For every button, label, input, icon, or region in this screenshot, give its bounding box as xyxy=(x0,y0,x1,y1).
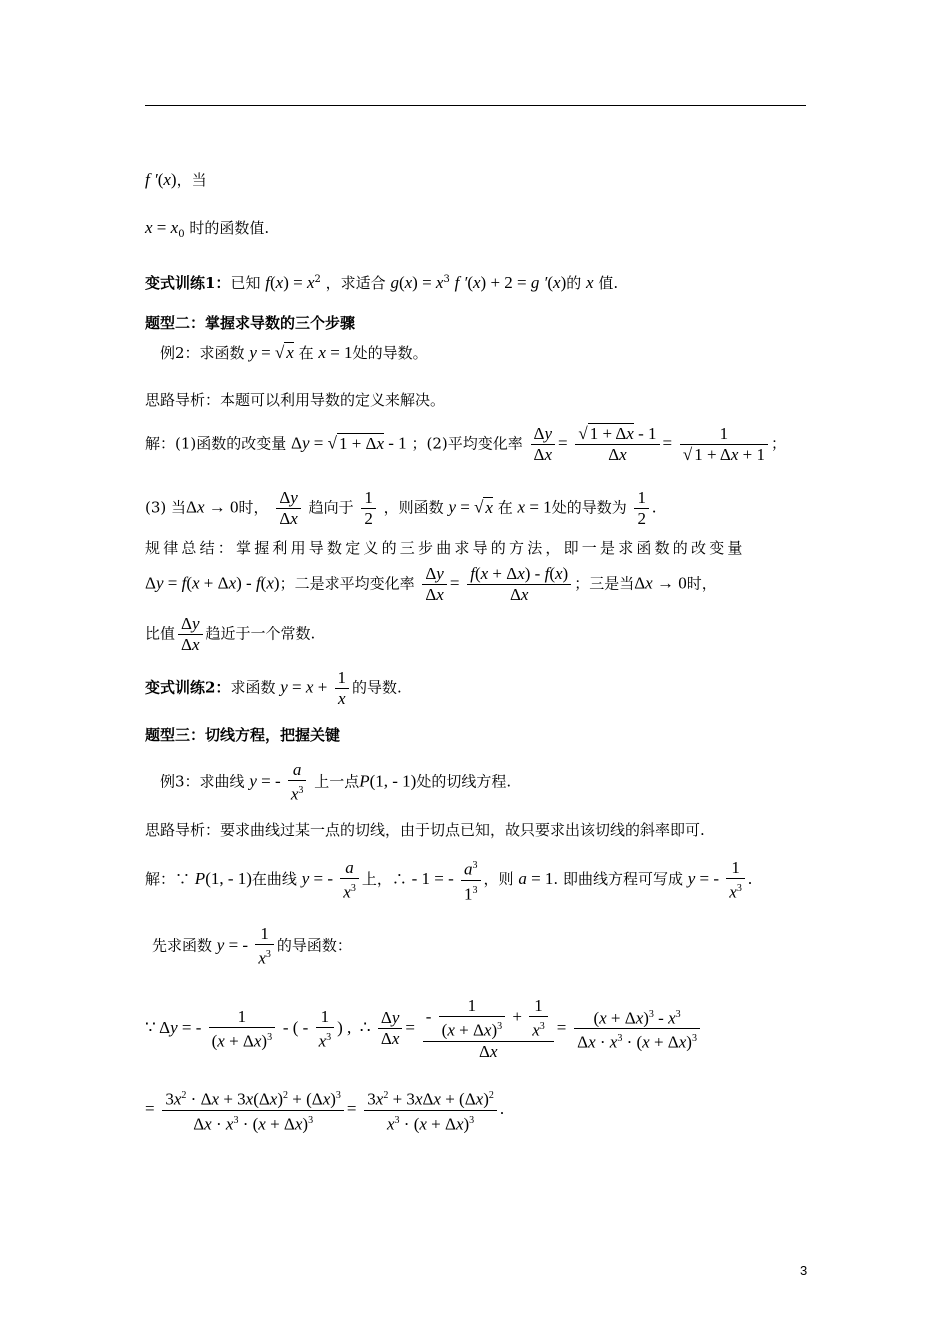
section-2-title: 题型二：掌握求导数的三个步骤 xyxy=(145,314,356,332)
solution-3-c: 上，∴ xyxy=(361,870,407,889)
section-3-title: 题型三：切线方程，把握关键 xyxy=(145,726,341,744)
solution-2-step3: (3) 当Δx → 0时， $\frac{\Delta y}{\Delta x}$ 趋向于 $\frac{1}{2}$ ，则函数 y = √ x 在 x = 1处的导数为 $\frac{1}{2}$ . xyxy=(145,488,657,528)
step3-b: 时， xyxy=(238,498,269,517)
example-3-c: 处的切线方程. xyxy=(416,772,512,791)
step3-c: 趋向于 xyxy=(308,498,354,517)
line-fprime-tail: ，当 xyxy=(176,171,207,189)
step3-d: ，则函数 xyxy=(383,498,444,517)
line-fprime: f ′(x)，当 xyxy=(145,170,207,189)
solution-3-a: 解：∵ xyxy=(145,870,191,889)
summary-e: 比值 xyxy=(145,624,176,643)
line-x-eq-x0: $x = x_0$ 时的函数值. xyxy=(145,218,270,240)
delta-y-equation: ∵ Δy = - $\frac{1}{(x + \Delta x)^3}$ - ( - $\frac{1}{x^3}$ ) , ∴ $\frac{\Delta y}{\Delta x}$ = - $\frac{1}{(x + \Delta x)^3}$ + $\frac{1}{x^3}$ Δx = $\frac{(x + \Delta x)^3 - x^3}{\Delta x \cdot x^3 \cdot (x + \Delta x)^3}$ xyxy=(145,996,703,1062)
example-2-b: 在 xyxy=(298,344,314,362)
solution-3-b: 在曲线 xyxy=(251,870,297,889)
variant-1-label: 变式训练1： xyxy=(145,274,231,292)
page-number: 3 xyxy=(800,1263,808,1278)
solution-3-line-1: 解：∵ P(1, - 1)在曲线 y = - $\frac{a}{x^3}$ 上，∴ - 1 = - $\frac{a^3}{1^3}$ ，则 a = 1. 即曲线方程可写成 y = - $\frac{1}{x^3}$ . xyxy=(145,857,753,904)
step3-f: 处的导数为 xyxy=(551,498,627,517)
example-2-a: 例2：求函数 xyxy=(160,344,245,362)
analysis-2: 思路导析：本题可以利用导数的定义来解决。 xyxy=(145,391,446,409)
example-2: 例2：求函数 y = √ x 在 x = 1处的导数。 xyxy=(160,343,428,362)
solution-2-steps: 解：(1)函数的改变量 Δy = √ 1 + Δx - 1 ；(2)平均变化率 $\frac{\Delta y}{\Delta x}$ = $\frac{√ 1 + \Delta x - 1}{\Delta x}$ = $\frac{1}{√ 1 + \Delta x + 1}$ ； xyxy=(145,424,786,464)
variant-1-text: 已知 xyxy=(230,274,261,292)
derivative-intro: 先求函数 y = - $\frac{1}{x^3}$ 的导函数： xyxy=(152,924,352,968)
variant-2-text: 求函数 xyxy=(230,678,276,697)
example-2-c: 处的导数。 xyxy=(352,344,428,362)
variant-2-end: 的导数. xyxy=(352,678,402,697)
summary-c: ；三是当 xyxy=(574,574,635,593)
summary-line-2: Δy = f(x + Δx) - f(x)；二是求平均变化率 $\frac{\Delta y}{\Delta x}$ = $\frac{f(x + \Delta x) - f(x)}{\Delta x}$ ；三是当Δx → 0时， xyxy=(145,564,717,604)
solution-3-d: ，则 xyxy=(483,870,514,889)
final-simplification: = $\frac{3x^2 \cdot \Delta x + 3x(\Delta x)^2 + (\Delta x)^3}{\Delta x \cdot x^3 \cdot (x + \Delta x)^3}$ = $\frac{3x^2 + 3x\Delta x + (\Delta x)^2}{x^3 \cdot (x + \Delta x)^3}$ . xyxy=(145,1086,504,1134)
step3-a: (3) 当 xyxy=(145,498,187,517)
summary-d: 时， xyxy=(686,574,717,593)
example-3: 例3：求曲线 y = - $\frac{a}{x^3}$ 上一点P(1, - 1)处的切线方程. xyxy=(160,760,512,804)
header-rule xyxy=(145,105,806,106)
solution-2-a: 解：(1)函数的改变量 xyxy=(145,434,287,453)
summary-line-3: 比值 $\frac{\Delta y}{\Delta x}$ 趋近于一个常数. xyxy=(145,614,316,654)
solution-2-b: ；(2)平均变化率 xyxy=(411,434,523,453)
variant-exercise-2: 变式训练2：求函数 y = x + $\frac{1}{x}$ 的导数. xyxy=(145,668,402,708)
summary-b: ；二是求平均变化率 xyxy=(279,574,415,593)
derivative-intro-b: 的导函数： xyxy=(276,936,352,955)
step3-e: 在 xyxy=(497,498,513,517)
example-3-a: 例3：求曲线 xyxy=(160,772,245,791)
summary-line-1: 规律总结：掌握利用导数定义的三步曲求导的方法，即一是求函数的改变量 xyxy=(145,539,746,557)
example-3-b: 上一点 xyxy=(314,772,360,791)
variant-1-mid: ，求适合 xyxy=(325,274,386,292)
variant-exercise-1: 变式训练1：已知 $f(x) = x^2$ ，求适合 $g(x) = x^3$ f ′(x) + 2 = g ′(x)的 x 值. xyxy=(145,273,619,292)
variant-1-end2: 值. xyxy=(598,274,619,292)
variant-1-end: 的 xyxy=(566,274,582,292)
variant-2-label: 变式训练2： xyxy=(145,678,231,697)
line-x0-tail: 时的函数值. xyxy=(189,219,270,237)
solution-3-e: . 即曲线方程可写成 xyxy=(553,870,683,889)
summary-f: 趋近于一个常数. xyxy=(205,624,316,643)
analysis-3: 思路导析：要求曲线过某一点的切线，由于切点已知，故只要求出该切线的斜率即可. xyxy=(145,821,705,839)
derivative-intro-a: 先求函数 xyxy=(152,936,213,955)
